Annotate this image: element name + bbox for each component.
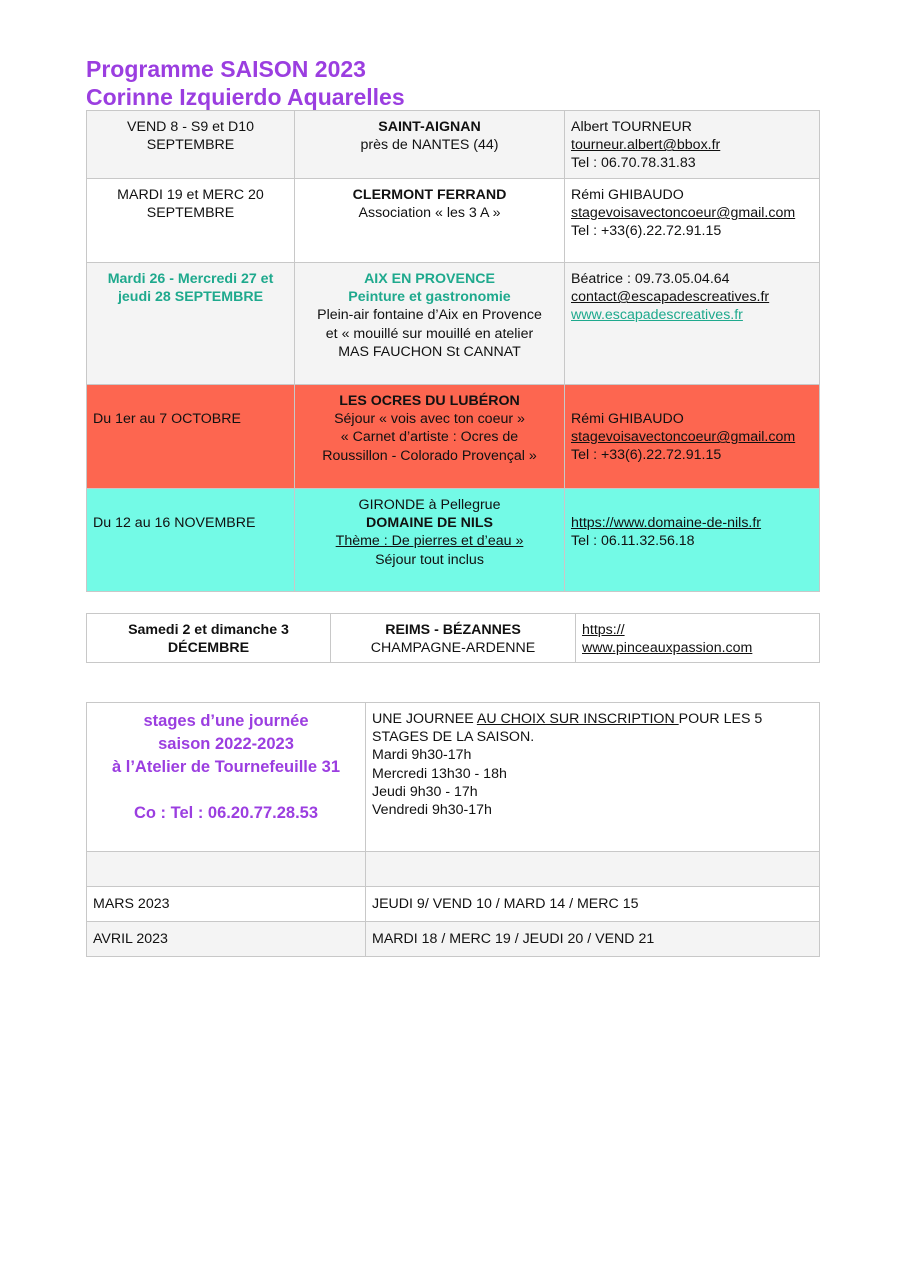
- event-row-reims: [87, 614, 820, 663]
- place-pre: GIRONDE à Pellegrue: [358, 497, 501, 513]
- place-title: LES OCRES DU LUBÉRON: [339, 393, 520, 409]
- contact-name: Rémi GHIBAUDO: [571, 187, 684, 203]
- atelier-info-row: [87, 703, 820, 852]
- atelier-empty-row: [87, 852, 820, 887]
- event-place: LES OCRES DU LUBÉRON Séjour « vois avec ton coeur » « Carnet d’artiste : Ocres de Roussillon - Colorado Provençal »: [295, 385, 565, 489]
- atelier-month-row: [87, 887, 820, 922]
- page-title: [86, 55, 405, 111]
- event-row-clermont: [87, 179, 820, 263]
- contact-email-link[interactable]: stagevoisavectoncoeur@gmail.com: [571, 205, 796, 222]
- contact-name: Béatrice : 09.73.05.04.64: [571, 271, 730, 287]
- contact-tel: Tel : +33(6).22.72.91.15: [571, 223, 722, 240]
- schedule-item: Mercredi 13h30 - 18h: [372, 765, 507, 782]
- atelier-month-row: [87, 922, 820, 957]
- atelier-schedule: UNE JOURNEE AU CHOIX SUR INSCRIPTION POUR LES 5 STAGES DE LA SAISON. Mardi 9h30-17h Mercredi 13h30 - 18h Jeudi 9h30 - 17h Vendredi 9h30-17h: [366, 703, 820, 852]
- month-label: AVRIL 2023: [87, 922, 366, 957]
- place-title: DOMAINE DE NILS: [366, 515, 493, 532]
- empty-cell: [87, 852, 366, 887]
- place-title: CLERMONT FERRAND: [352, 187, 507, 203]
- event-contact: [565, 385, 820, 489]
- event-date: Samedi 2 et dimanche 3 DÉCEMBRE: [87, 614, 331, 663]
- event-row-aix: [87, 263, 820, 385]
- contact-web-link[interactable]: https:// www.pinceauxpassion.com: [582, 622, 753, 657]
- place-title: SAINT-AIGNAN: [378, 119, 481, 135]
- event-place: SAINT-AIGNAN près de NANTES (44): [295, 111, 565, 179]
- empty-cell: [366, 852, 820, 887]
- event-contact: [565, 263, 820, 385]
- contact-email-link[interactable]: contact@escapadescreatives.fr: [571, 289, 770, 306]
- title-line-1: Programme SAISON 2023: [86, 56, 366, 82]
- atelier-table: [86, 702, 820, 957]
- contact-email-link[interactable]: tourneur.albert@bbox.fr: [571, 137, 721, 154]
- event-row-nils: [87, 489, 820, 592]
- event-date: Mardi 26 - Mercredi 27 et jeudi 28 SEPTEMBRE: [87, 263, 295, 385]
- atelier-description: stages d’une journée saison 2022-2023 à l’Atelier de Tournefeuille 31 Co : Tel : 06.20.77.28.53: [87, 703, 366, 852]
- event-place: AIX EN PROVENCE Peinture et gastronomie Plein-air fontaine d’Aix en Provence et « mouillé sur mouillé en atelier MAS FAUCHON St CANNAT: [295, 263, 565, 385]
- event-place: CLERMONT FERRAND Association « les 3 A »: [295, 179, 565, 263]
- title-line-2: Corinne Izquierdo Aquarelles: [86, 84, 405, 110]
- month-days: MARDI 18 / MERC 19 / JEUDI 20 / VEND 21: [366, 922, 820, 957]
- contact-name: Albert TOURNEUR: [571, 119, 692, 135]
- event-contact: [565, 179, 820, 263]
- month-days: JEUDI 9/ VEND 10 / MARD 14 / MERC 15: [366, 887, 820, 922]
- schedule-item: Jeudi 9h30 - 17h: [372, 783, 478, 800]
- event-contact: [565, 111, 820, 179]
- place-theme: Thème : De pierres et d’eau »: [335, 533, 524, 550]
- month-label: MARS 2023: [87, 887, 366, 922]
- place-title: REIMS - BÉZANNES: [385, 622, 521, 638]
- event-date: Du 1er au 7 OCTOBRE: [87, 385, 295, 489]
- event-place: [331, 614, 576, 663]
- contact-tel: Tel : +33(6).22.72.91.15: [571, 447, 722, 464]
- december-table: [86, 613, 820, 663]
- contact-web-link[interactable]: www.escapadescreatives.fr: [571, 307, 743, 324]
- contact-name: Rémi GHIBAUDO: [571, 411, 684, 427]
- events-table: [86, 110, 820, 592]
- schedule-item: Mardi 9h30-17h: [372, 747, 472, 764]
- event-date: MARDI 19 et MERC 20 SEPTEMBRE: [87, 179, 295, 263]
- event-row-luberon: [87, 385, 820, 489]
- schedule-item: Vendredi 9h30-17h: [372, 802, 492, 819]
- atelier-phone: Co : Tel : 06.20.77.28.53: [133, 804, 319, 822]
- place-region: CHAMPAGNE-ARDENNE: [370, 640, 536, 657]
- event-date: Du 12 au 16 NOVEMBRE: [87, 489, 295, 592]
- event-contact: [565, 489, 820, 592]
- place-subtitle: Peinture et gastronomie: [348, 289, 511, 306]
- event-place: GIRONDE à Pellegrue DOMAINE DE NILS Thème : De pierres et d’eau » Séjour tout inclus: [295, 489, 565, 592]
- event-date: VEND 8 - S9 et D10 SEPTEMBRE: [87, 111, 295, 179]
- event-row-saint-aignan: [87, 111, 820, 179]
- contact-tel: Tel : 06.11.32.56.18: [571, 533, 695, 550]
- contact-tel: Tel : 06.70.78.31.83: [571, 155, 696, 172]
- event-contact: [576, 614, 820, 663]
- place-title: AIX EN PROVENCE: [364, 271, 495, 287]
- contact-email-link[interactable]: stagevoisavectoncoeur@gmail.com: [571, 429, 796, 446]
- contact-web-link[interactable]: https://www.domaine-de-nils.fr: [571, 515, 762, 531]
